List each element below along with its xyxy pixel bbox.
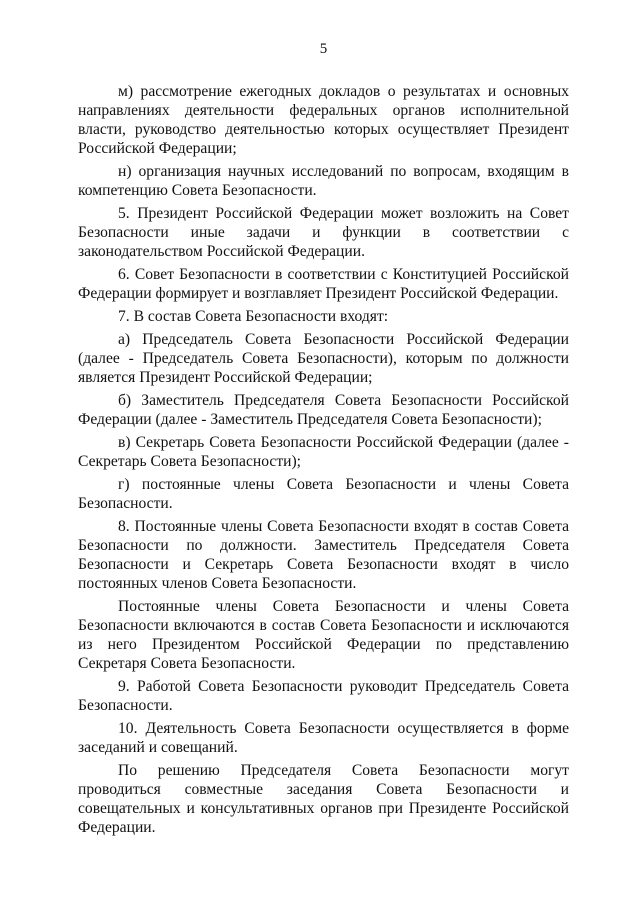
paragraph: в) Секретарь Совета Безопасности Российской Федерации (далее - Секретарь Совета Безопасности); — [78, 434, 569, 470]
paragraph: 7. В состав Совета Безопасности входят: — [118, 308, 389, 325]
paragraph: б) Заместитель Председателя Совета Безопасности Российской Федерации (далее - Заместитель Председателя Совета Безопасности); — [78, 392, 569, 428]
paragraph: а) Председатель Совета Безопасности Российской Федерации (далее - Председатель Совета Безопасности), которым по должности является Президент Российской Федерации; — [78, 331, 569, 386]
paragraph: 5. Президент Российской Федерации может возложить на Совет Безопасности иные задачи и функции в соответствии с законодательством Российской Федерации. — [78, 205, 569, 260]
paragraph: Постоянные члены Совета Безопасности и члены Совета Безопасности включаются в состав Совета Безопасности и исключаются из него Президентом Российской Федерации по представлению Секретаря Совета Безопасности. — [78, 598, 569, 672]
paragraph: н) организация научных исследований по вопросам, входящим в компетенцию Совета Безопасности. — [78, 163, 569, 199]
paragraph: 10. Деятельность Совета Безопасности осуществляется в форме заседаний и совещаний. — [78, 720, 569, 756]
paragraph: г) постоянные члены Совета Безопасности и члены Совета Безопасности. — [78, 476, 569, 512]
paragraph: 6. Совет Безопасности в соответствии с Конституцией Российской Федерации формирует и возглавляет Президент Российской Федерации. — [78, 266, 569, 302]
paragraph: По решению Председателя Совета Безопасности могут проводиться совместные заседания Совета Безопасности и совещательных и консультативных органов при Президенте Российской Федерации. — [78, 762, 569, 836]
paragraph: 8. Постоянные члены Совета Безопасности входят в состав Совета Безопасности по должности. Заместитель Председателя Совета Безопасности и Секретарь Совета Безопасности входят в число постоянных членов Совета Безопасности. — [78, 518, 569, 592]
paragraph: 9. Работой Совета Безопасности руководит Председатель Совета Безопасности. — [78, 678, 569, 714]
document-body — [78, 82, 569, 837]
page-number: 5 — [319, 41, 328, 57]
paragraph: м) рассмотрение ежегодных докладов о результатах и основных направлениях деятельности федеральных органов исполнительной власти, руководство деятельностью которых осуществляет Президент Российской Федерации; — [78, 83, 569, 157]
